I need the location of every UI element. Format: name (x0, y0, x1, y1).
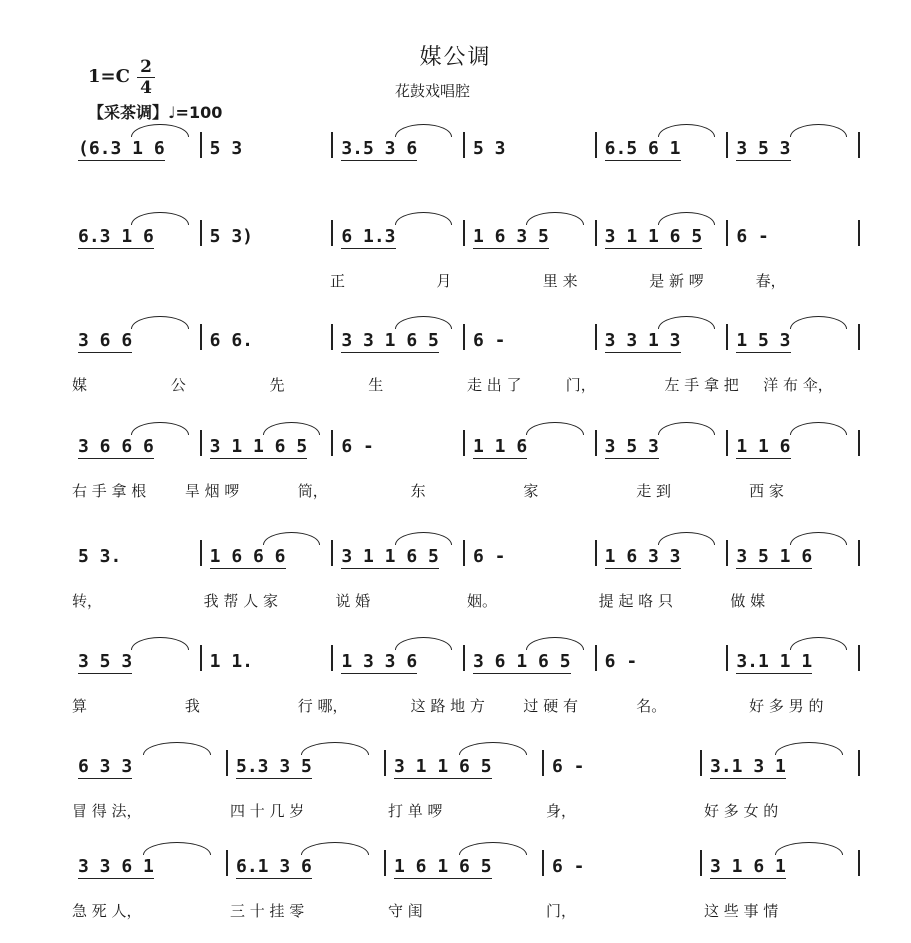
measure-notes: 6 - (473, 546, 506, 567)
slur-mark (658, 532, 715, 545)
notation-row (0, 428, 911, 528)
slur-mark (790, 422, 847, 435)
slur-mark (395, 124, 452, 137)
measure-notes: 3 5 3 (736, 138, 791, 159)
lyric-word: 姻。 (467, 592, 498, 610)
lyric-word: 门， (565, 376, 596, 394)
bar-line (595, 430, 597, 456)
time-signature-top: 2 (140, 57, 152, 77)
bar-line (542, 750, 544, 776)
measure-notes: 6.1 3 6 (236, 856, 312, 877)
notation-line (0, 848, 911, 888)
measure-notes: 6 - (736, 226, 769, 247)
bar-line (331, 324, 333, 350)
measure-notes: 1 6 1 6 5 (394, 856, 492, 877)
bar-line (726, 132, 728, 158)
measure-notes: 3.5 3 6 (341, 138, 418, 159)
lyric-word: 提 起 咯 只 (598, 592, 673, 610)
measure-notes: 1 3 3 6 (341, 651, 418, 672)
measure-notes: 3 3 1 3 (604, 330, 681, 351)
slur-mark (131, 637, 188, 650)
lyric-word: 我 帮 人 家 (203, 592, 278, 610)
bar-line (200, 220, 202, 246)
bar-line (200, 132, 202, 158)
lyric-word: 做 媒 (730, 592, 766, 610)
lyric-word: 月 (436, 272, 452, 290)
time-signature-bottom: 4 (140, 78, 152, 98)
bar-line (384, 750, 386, 776)
lyric-word: 洋 布 伞， (763, 376, 833, 394)
slur-mark (459, 742, 527, 755)
lyric-word: 生 (368, 376, 384, 394)
bar-line (726, 645, 728, 671)
lyric-word: 这 路 地 方 (410, 697, 485, 715)
lyrics-line (0, 800, 911, 824)
notation-line (0, 643, 911, 683)
lyric-word: 过 硬 有 (523, 697, 578, 715)
measure-notes: 3.1 3 1 (710, 756, 786, 777)
slur-mark (790, 637, 847, 650)
measure-notes: 6 - (552, 856, 585, 877)
slur-mark (263, 532, 320, 545)
measure-notes: 6 - (604, 651, 638, 672)
bar-line (463, 540, 465, 566)
lyrics-line (0, 182, 911, 206)
measure-notes: 6 3 3 (78, 756, 133, 777)
bar-line (331, 645, 333, 671)
slur-mark (131, 124, 188, 137)
measure-notes: 3 6 6 6 (78, 436, 154, 457)
lyric-word: 旱 烟 啰 (184, 482, 240, 500)
notation-row (0, 322, 911, 422)
bar-line (463, 132, 465, 158)
bar-line (200, 430, 202, 456)
lyric-word: 我 (184, 697, 200, 715)
bar-line (463, 430, 465, 456)
lyric-word: 门， (546, 902, 577, 920)
notation-row (0, 643, 911, 743)
bar-line (542, 850, 544, 876)
bar-line (595, 220, 597, 246)
slur-mark (395, 637, 452, 650)
slur-mark (775, 742, 843, 755)
slur-mark (263, 422, 320, 435)
lyric-word: 西 家 (749, 482, 784, 500)
lyric-word: 公 (170, 376, 186, 394)
bar-line (200, 324, 202, 350)
bar-line (700, 750, 702, 776)
bar-line (595, 324, 597, 350)
lyrics-line (0, 695, 911, 719)
notation-line (0, 748, 911, 788)
bar-line (595, 540, 597, 566)
bar-line (200, 540, 202, 566)
measure-notes: 6.3 1 6 (78, 226, 154, 247)
slur-mark (301, 742, 369, 755)
lyric-word: 是 新 啰 (649, 272, 704, 290)
bar-line (726, 540, 728, 566)
bar-line (858, 430, 860, 456)
lyric-word: 正 (330, 272, 346, 290)
measure-notes: 3 6 1 6 5 (473, 651, 571, 672)
measure-notes: 1 6 3 3 (604, 546, 681, 567)
measure-notes: 3 1 6 1 (710, 856, 786, 877)
bar-line (858, 750, 860, 776)
measure-notes: 5.3 3 5 (236, 756, 312, 777)
notation-line (0, 130, 911, 170)
tempo-marking: 【采茶调】♩=100 (88, 103, 223, 122)
lyric-word: 好 多 男 的 (749, 697, 824, 715)
notation-line (0, 538, 911, 578)
notation-row (0, 748, 911, 848)
notation-line (0, 428, 911, 468)
lyric-word: 行 哪， (297, 697, 348, 715)
lyric-word: 走 到 (636, 482, 672, 500)
bar-line (858, 132, 860, 158)
measure-notes: 5 3. (78, 546, 122, 567)
lyric-word: 右 手 拿 根 (72, 482, 147, 500)
measure-notes: 3 1 1 6 5 (604, 226, 703, 247)
bar-line (858, 645, 860, 671)
measure-notes: 3 1 1 6 5 (394, 756, 492, 777)
bar-line (726, 430, 728, 456)
lyric-word: 说 婚 (335, 592, 371, 610)
bar-line (463, 645, 465, 671)
measure-notes: 3 5 1 6 (736, 546, 813, 567)
slur-mark (790, 532, 847, 545)
lyric-word: 媒 (72, 376, 88, 394)
bar-line (726, 220, 728, 246)
measure-notes: (6.3 1 6 (78, 138, 165, 159)
lyric-word: 打 单 啰 (388, 802, 443, 820)
lyrics-line (0, 480, 911, 504)
notation-line (0, 218, 911, 258)
measure-notes: 3 5 3 (604, 436, 659, 457)
lyric-word: 春， (755, 272, 786, 290)
bar-line (331, 132, 333, 158)
bar-line (858, 540, 860, 566)
measure-notes: 3.1 1 1 (736, 651, 813, 672)
bar-line (331, 540, 333, 566)
lyric-word: 三 十 挂 零 (230, 902, 305, 920)
lyric-word: 左 手 拿 把 (664, 376, 739, 394)
bar-line (595, 132, 597, 158)
measure-notes: 3 5 3 (78, 651, 133, 672)
bar-line (200, 645, 202, 671)
bar-line (463, 220, 465, 246)
lyric-word: 先 (269, 376, 285, 394)
measure-notes: 1 6 3 5 (473, 226, 549, 247)
lyric-word: 身， (546, 802, 577, 820)
measure-notes: 3 3 6 1 (78, 856, 154, 877)
notation-row (0, 218, 911, 318)
lyric-word: 四 十 几 岁 (230, 802, 305, 820)
lyric-word: 名。 (636, 697, 667, 715)
lyric-word: 冒 得 法， (72, 802, 142, 820)
slur-mark (526, 422, 583, 435)
slur-mark (790, 124, 847, 137)
measure-notes: 5 3 (209, 138, 243, 159)
lyrics-line (0, 374, 911, 398)
measure-notes: 6 - (341, 436, 374, 457)
measure-notes: 3 1 1 6 5 (209, 436, 308, 457)
measure-notes: 6 - (473, 330, 506, 351)
measure-notes: 6 6. (209, 330, 254, 351)
notation-line (0, 322, 911, 362)
measure-notes: 6 1.3 (341, 226, 396, 247)
lyric-word: 算 (72, 697, 88, 715)
bar-line (331, 430, 333, 456)
key-signature: 1=C (88, 66, 130, 87)
time-signature (137, 58, 155, 97)
slur-mark (395, 532, 452, 545)
lyrics-line (0, 590, 911, 614)
slur-mark (658, 422, 715, 435)
notation-row (0, 130, 911, 230)
lyrics-line (0, 270, 911, 294)
bar-line (331, 220, 333, 246)
bar-line (726, 324, 728, 350)
bar-line (700, 850, 702, 876)
measure-notes: 1 1 6 (736, 436, 791, 457)
lyric-word: 家 (523, 482, 539, 500)
bar-line (595, 645, 597, 671)
song-subtitle: 花鼓戏唱腔 (395, 82, 471, 100)
lyric-word: 这 些 事 情 (704, 902, 779, 920)
song-title: 媒公调 (419, 45, 492, 70)
slur-mark (526, 637, 583, 650)
lyric-word: 里 来 (542, 272, 578, 290)
lyric-word: 守 闺 (388, 902, 423, 920)
bar-line (384, 850, 386, 876)
bar-line (858, 324, 860, 350)
measure-notes: 5 3) (209, 226, 254, 247)
measure-notes: 1 6 6 6 (209, 546, 286, 567)
measure-notes: 3 1 1 6 5 (341, 546, 439, 567)
measure-notes: 1 5 3 (736, 330, 791, 351)
bar-line (858, 220, 860, 246)
slur-mark (658, 124, 715, 137)
bar-line (226, 850, 228, 876)
measure-notes: 1 1. (209, 651, 254, 672)
measure-notes: 6 - (552, 756, 585, 777)
measure-notes: 6.5 6 1 (604, 138, 681, 159)
bar-line (226, 750, 228, 776)
lyric-word: 筒， (297, 482, 328, 500)
measure-notes: 1 1 6 (473, 436, 528, 457)
slur-mark (131, 422, 188, 435)
lyric-word: 好 多 女 的 (704, 802, 779, 820)
lyric-word: 急 死 人， (72, 902, 142, 920)
slur-mark (143, 742, 211, 755)
measure-notes: 3 3 1 6 5 (341, 330, 439, 351)
lyric-word: 转， (72, 592, 103, 610)
notation-row (0, 538, 911, 638)
notation-row (0, 848, 911, 943)
bar-line (463, 324, 465, 350)
lyrics-line (0, 900, 911, 924)
bar-line (858, 850, 860, 876)
measure-notes: 5 3 (473, 138, 506, 159)
lyric-word: 东 (410, 482, 426, 500)
measure-notes: 3 6 6 (78, 330, 133, 351)
lyric-word: 走 出 了 (467, 376, 522, 394)
